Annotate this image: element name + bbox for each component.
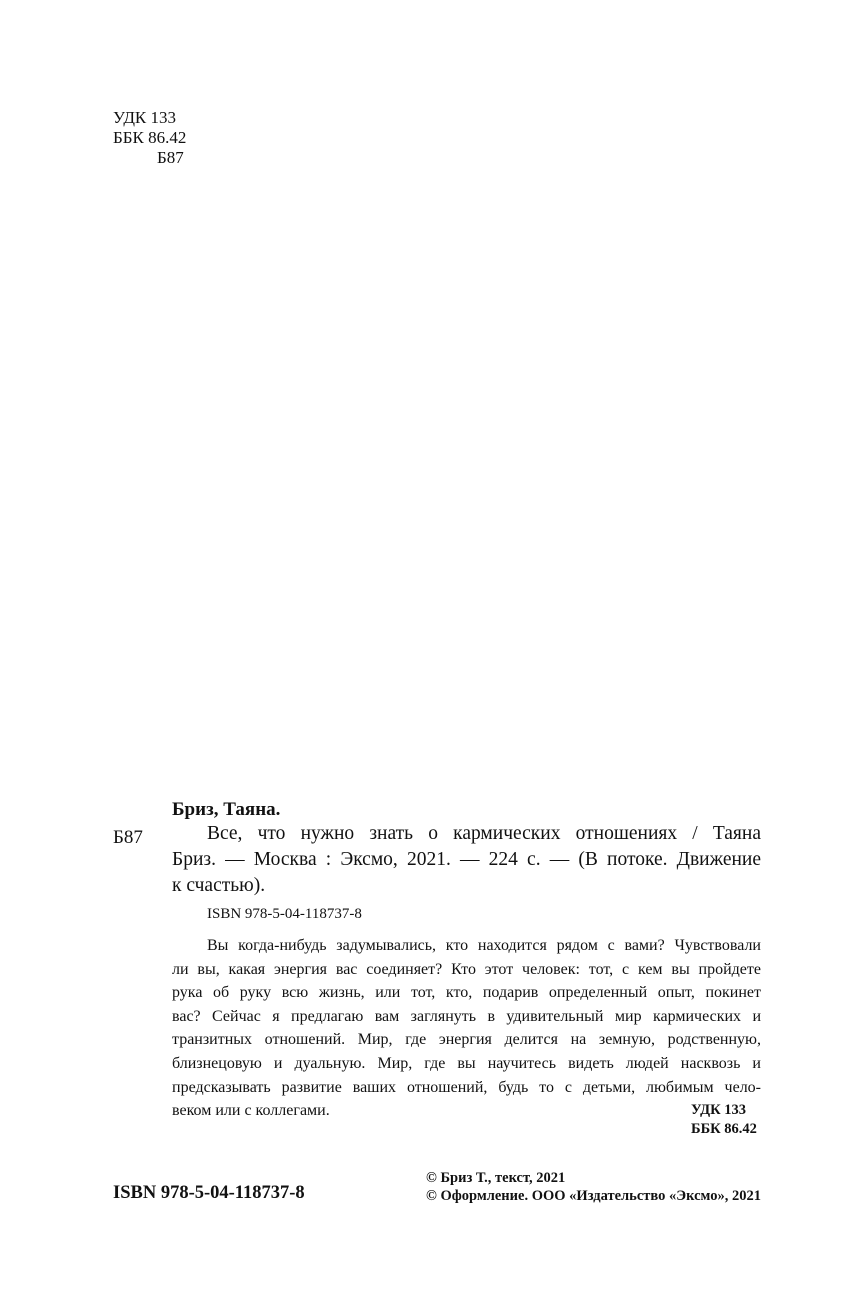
bibliographic-description xyxy=(172,821,761,899)
description-line: к счастью). xyxy=(172,875,266,896)
annotation-line: Вы когда-нибудь задумывались, кто находится рядом с вами? Чувствовали xyxy=(207,937,761,954)
copyright-text: © Бриз Т., текст, 2021 xyxy=(426,1170,566,1186)
classification-codes-bottom xyxy=(691,1101,757,1139)
annotation xyxy=(172,934,761,1123)
isbn-record: ISBN 978-5-04-118737-8 xyxy=(207,906,362,922)
annotation-line: ли вы, какая энергия вас соединяет? Кто этот человек: тот, с кем вы пройдете xyxy=(172,960,761,978)
copyright-block xyxy=(426,1169,761,1205)
annotation-line: транзитных отношений. Мир, где энергия делится на земную, родственную, xyxy=(172,1031,761,1049)
bbk-code: ББК 86.42 xyxy=(691,1121,757,1137)
annotation-line: рука об руку всю жизнь, или тот, кто, подарив определенный опыт, покинет xyxy=(172,984,761,1002)
description-line: Все, что нужно знать о кармических отношениях / Таяна xyxy=(207,823,761,844)
isbn-footer: ISBN 978-5-04-118737-8 xyxy=(113,1183,305,1203)
annotation-line: близнецовую и дуальную. Мир, где вы научитесь видеть людей насквозь и xyxy=(172,1054,761,1072)
author-name: Бриз, Таяна. xyxy=(172,799,281,820)
annotation-line: вас? Сейчас я предлагаю вам заглянуть в удивительный мир кармических и xyxy=(172,1007,761,1025)
copyright-design: © Оформление. ООО «Издательство «Эксмо», 2021 xyxy=(426,1188,761,1204)
cutter-code: Б87 xyxy=(157,148,184,167)
cutter-code-side: Б87 xyxy=(113,827,143,848)
description-line: Бриз. — Москва : Эксмо, 2021. — 224 с. — (В потоке. Движение xyxy=(172,849,761,870)
bbk-code: ББК 86.42 xyxy=(113,128,187,147)
annotation-line: предсказывать развитие ваших отношений, будь то с детьми, любимым чело- xyxy=(172,1078,761,1096)
udk-code: УДК 133 xyxy=(691,1102,747,1118)
udk-code: УДК 133 xyxy=(113,108,177,127)
annotation-line: веком или с коллегами. xyxy=(172,1102,330,1120)
classification-codes-top xyxy=(113,108,186,168)
